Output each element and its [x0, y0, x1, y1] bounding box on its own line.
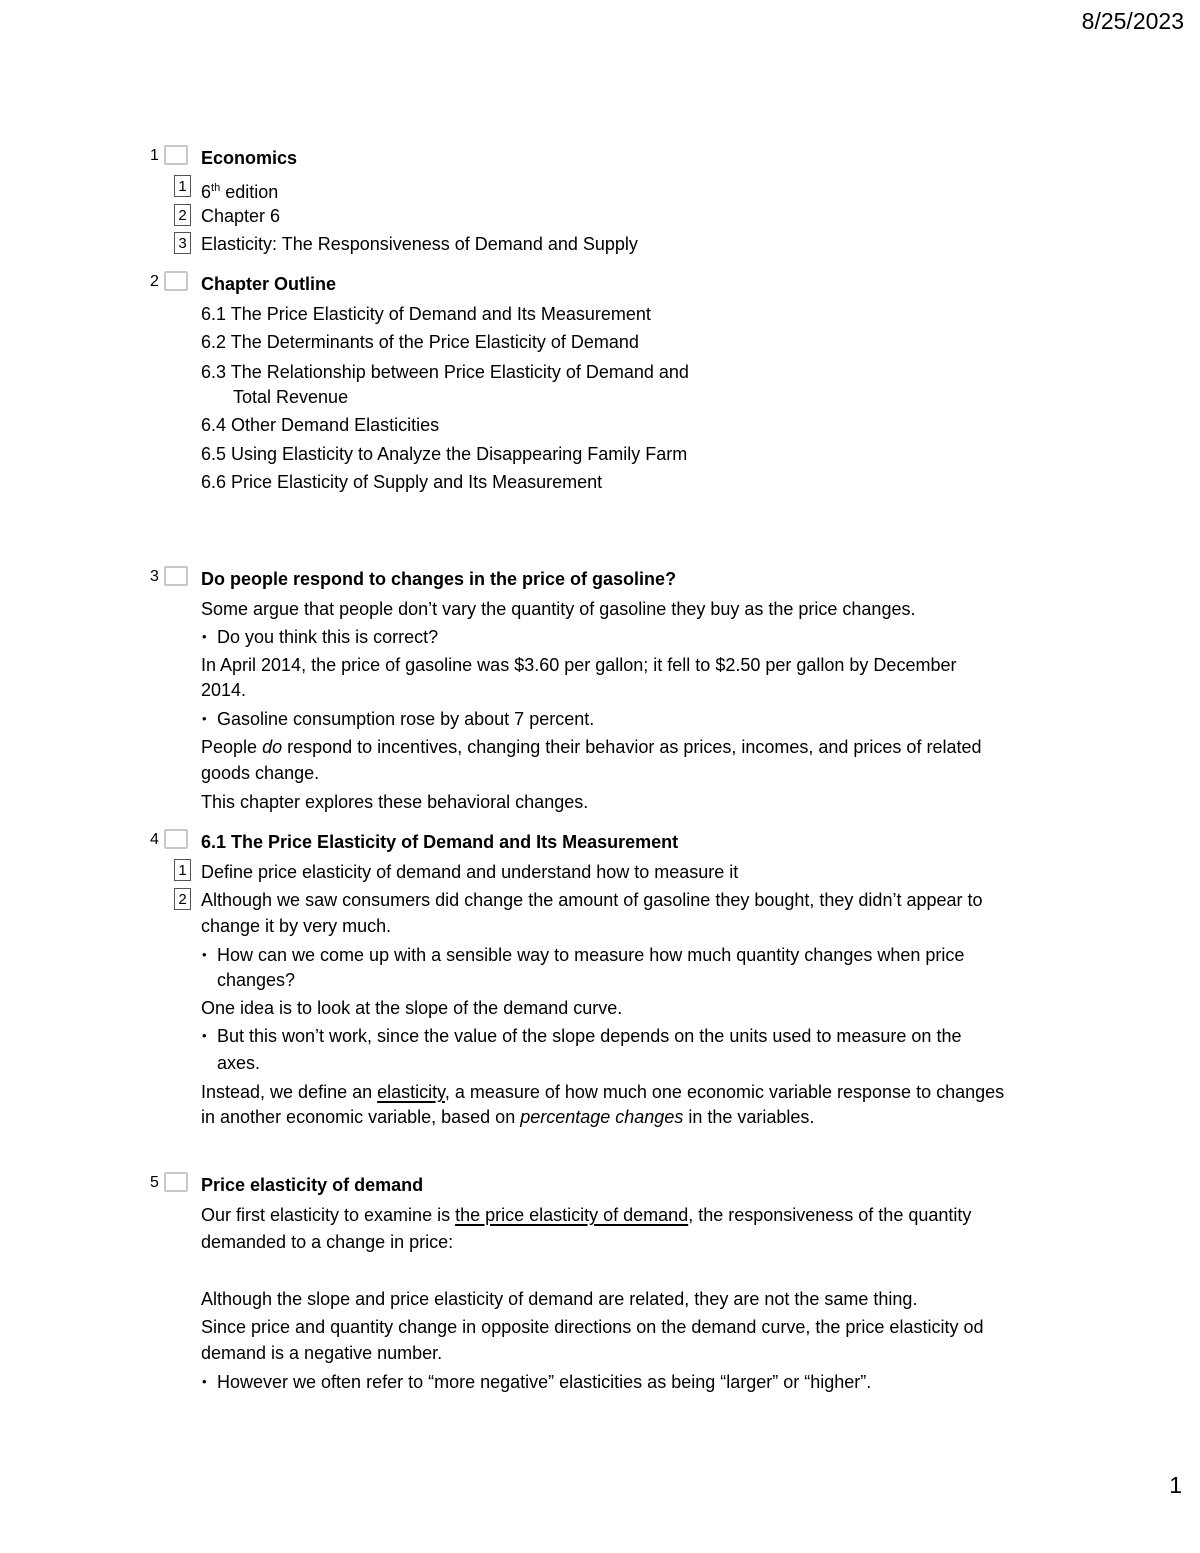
outline-line: 6.5 Using Elasticity to Analyze the Disappearing Family Farm: [201, 444, 688, 464]
slide-number: 2: [150, 273, 159, 290]
item-text: Although we saw consumers did change the amount of gasoline they bought, they didn’t appear to: [201, 890, 983, 910]
bullet-item: • Do you think this is correct?: [217, 624, 1057, 650]
paragraph: Since price and quantity change in opposite directions on the demand curve, the price elasticity od: [201, 1317, 984, 1337]
item-text: change it by very much.: [201, 916, 392, 936]
item-number-box: 3: [174, 232, 191, 254]
paragraph: In April 2014, the price of gasoline was $3.60 per gallon; it fell to $2.50 per gallon by December: [201, 655, 957, 675]
item-number-box: 1: [174, 859, 191, 881]
item-number-box: 2: [174, 888, 191, 910]
bullet-item: • But this won’t work, since the value of the slope depends on the units used to measure on the: [217, 1023, 1057, 1049]
print-date: 8/25/2023: [1081, 8, 1184, 34]
paragraph: Instead, we define an elasticity, a measure of how much one economic variable response to changes: [201, 1082, 1005, 1102]
price-elasticity-term: the price elasticity of demand: [455, 1205, 689, 1225]
outline-line: 6.1 The Price Elasticity of Demand and Its Measurement: [201, 304, 651, 324]
item-text: Elasticity: The Responsiveness of Demand and Supply: [201, 234, 638, 254]
paragraph: demanded to a change in price:: [201, 1232, 454, 1252]
paragraph: Some argue that people don’t vary the quantity of gasoline they buy as the price changes.: [201, 599, 916, 619]
paragraph: Our first elasticity to examine is the price elasticity of demand, the responsiveness of the quantity: [201, 1205, 972, 1225]
paragraph: Although the slope and price elasticity of demand are related, they are not the same thing.: [201, 1289, 918, 1309]
slide-title: Chapter Outline: [201, 274, 337, 294]
slide-title: Do people respond to changes in the price of gasoline?: [201, 569, 677, 589]
paragraph: One idea is to look at the slope of the demand curve.: [201, 998, 623, 1018]
item-number-box: 1: [174, 175, 191, 197]
slide-title: Price elasticity of demand: [201, 1175, 424, 1195]
bullet-item: • However we often refer to “more negative” elasticities as being “larger” or “higher”.: [217, 1369, 1057, 1395]
item-text: Chapter 6: [201, 206, 281, 226]
item-text: Define price elasticity of demand and understand how to measure it: [201, 862, 739, 882]
bullet-item: • Gasoline consumption rose by about 7 percent.: [217, 706, 1057, 732]
item-text: 6th edition: [201, 182, 279, 202]
slide-thumbnail[interactable]: [164, 145, 188, 165]
paragraph: This chapter explores these behavioral changes.: [201, 792, 589, 812]
elasticity-term: elasticity: [377, 1082, 445, 1102]
paragraph: demand is a negative number.: [201, 1343, 443, 1363]
slide-thumbnail[interactable]: [164, 271, 188, 291]
paragraph: 2014.: [201, 680, 247, 700]
outline-line: 6.6 Price Elasticity of Supply and Its Measurement: [201, 472, 603, 492]
slide-title: Economics: [201, 148, 298, 168]
slide-title: 6.1 The Price Elasticity of Demand and Its Measurement: [201, 832, 679, 852]
item-number-box: 2: [174, 204, 191, 226]
outline-line: 6.4 Other Demand Elasticities: [201, 415, 440, 435]
slide-thumbnail[interactable]: [164, 566, 188, 586]
slide-number: 5: [150, 1174, 159, 1191]
slide-thumbnail[interactable]: [164, 829, 188, 849]
slide-number: 3: [150, 568, 159, 585]
bullet-item-cont: axes.: [217, 1053, 261, 1073]
slide-number: 4: [150, 831, 159, 848]
paragraph: People do respond to incentives, changing their behavior as prices, incomes, and prices of related: [201, 737, 982, 757]
slide-number: 1: [150, 147, 159, 164]
bullet-item: • How can we come up with a sensible way to measure how much quantity changes when price: [217, 942, 1057, 968]
bullet-item-cont: changes?: [217, 970, 296, 990]
paragraph: in another economic variable, based on percentage changes in the variables.: [201, 1107, 815, 1127]
page-number: 1: [1169, 1472, 1182, 1498]
slide-thumbnail[interactable]: [164, 1172, 188, 1192]
outline-line: Total Revenue: [233, 387, 349, 407]
outline-line: 6.2 The Determinants of the Price Elasticity of Demand: [201, 332, 639, 352]
outline-line: 6.3 The Relationship between Price Elasticity of Demand and: [201, 362, 689, 382]
paragraph: goods change.: [201, 763, 320, 783]
